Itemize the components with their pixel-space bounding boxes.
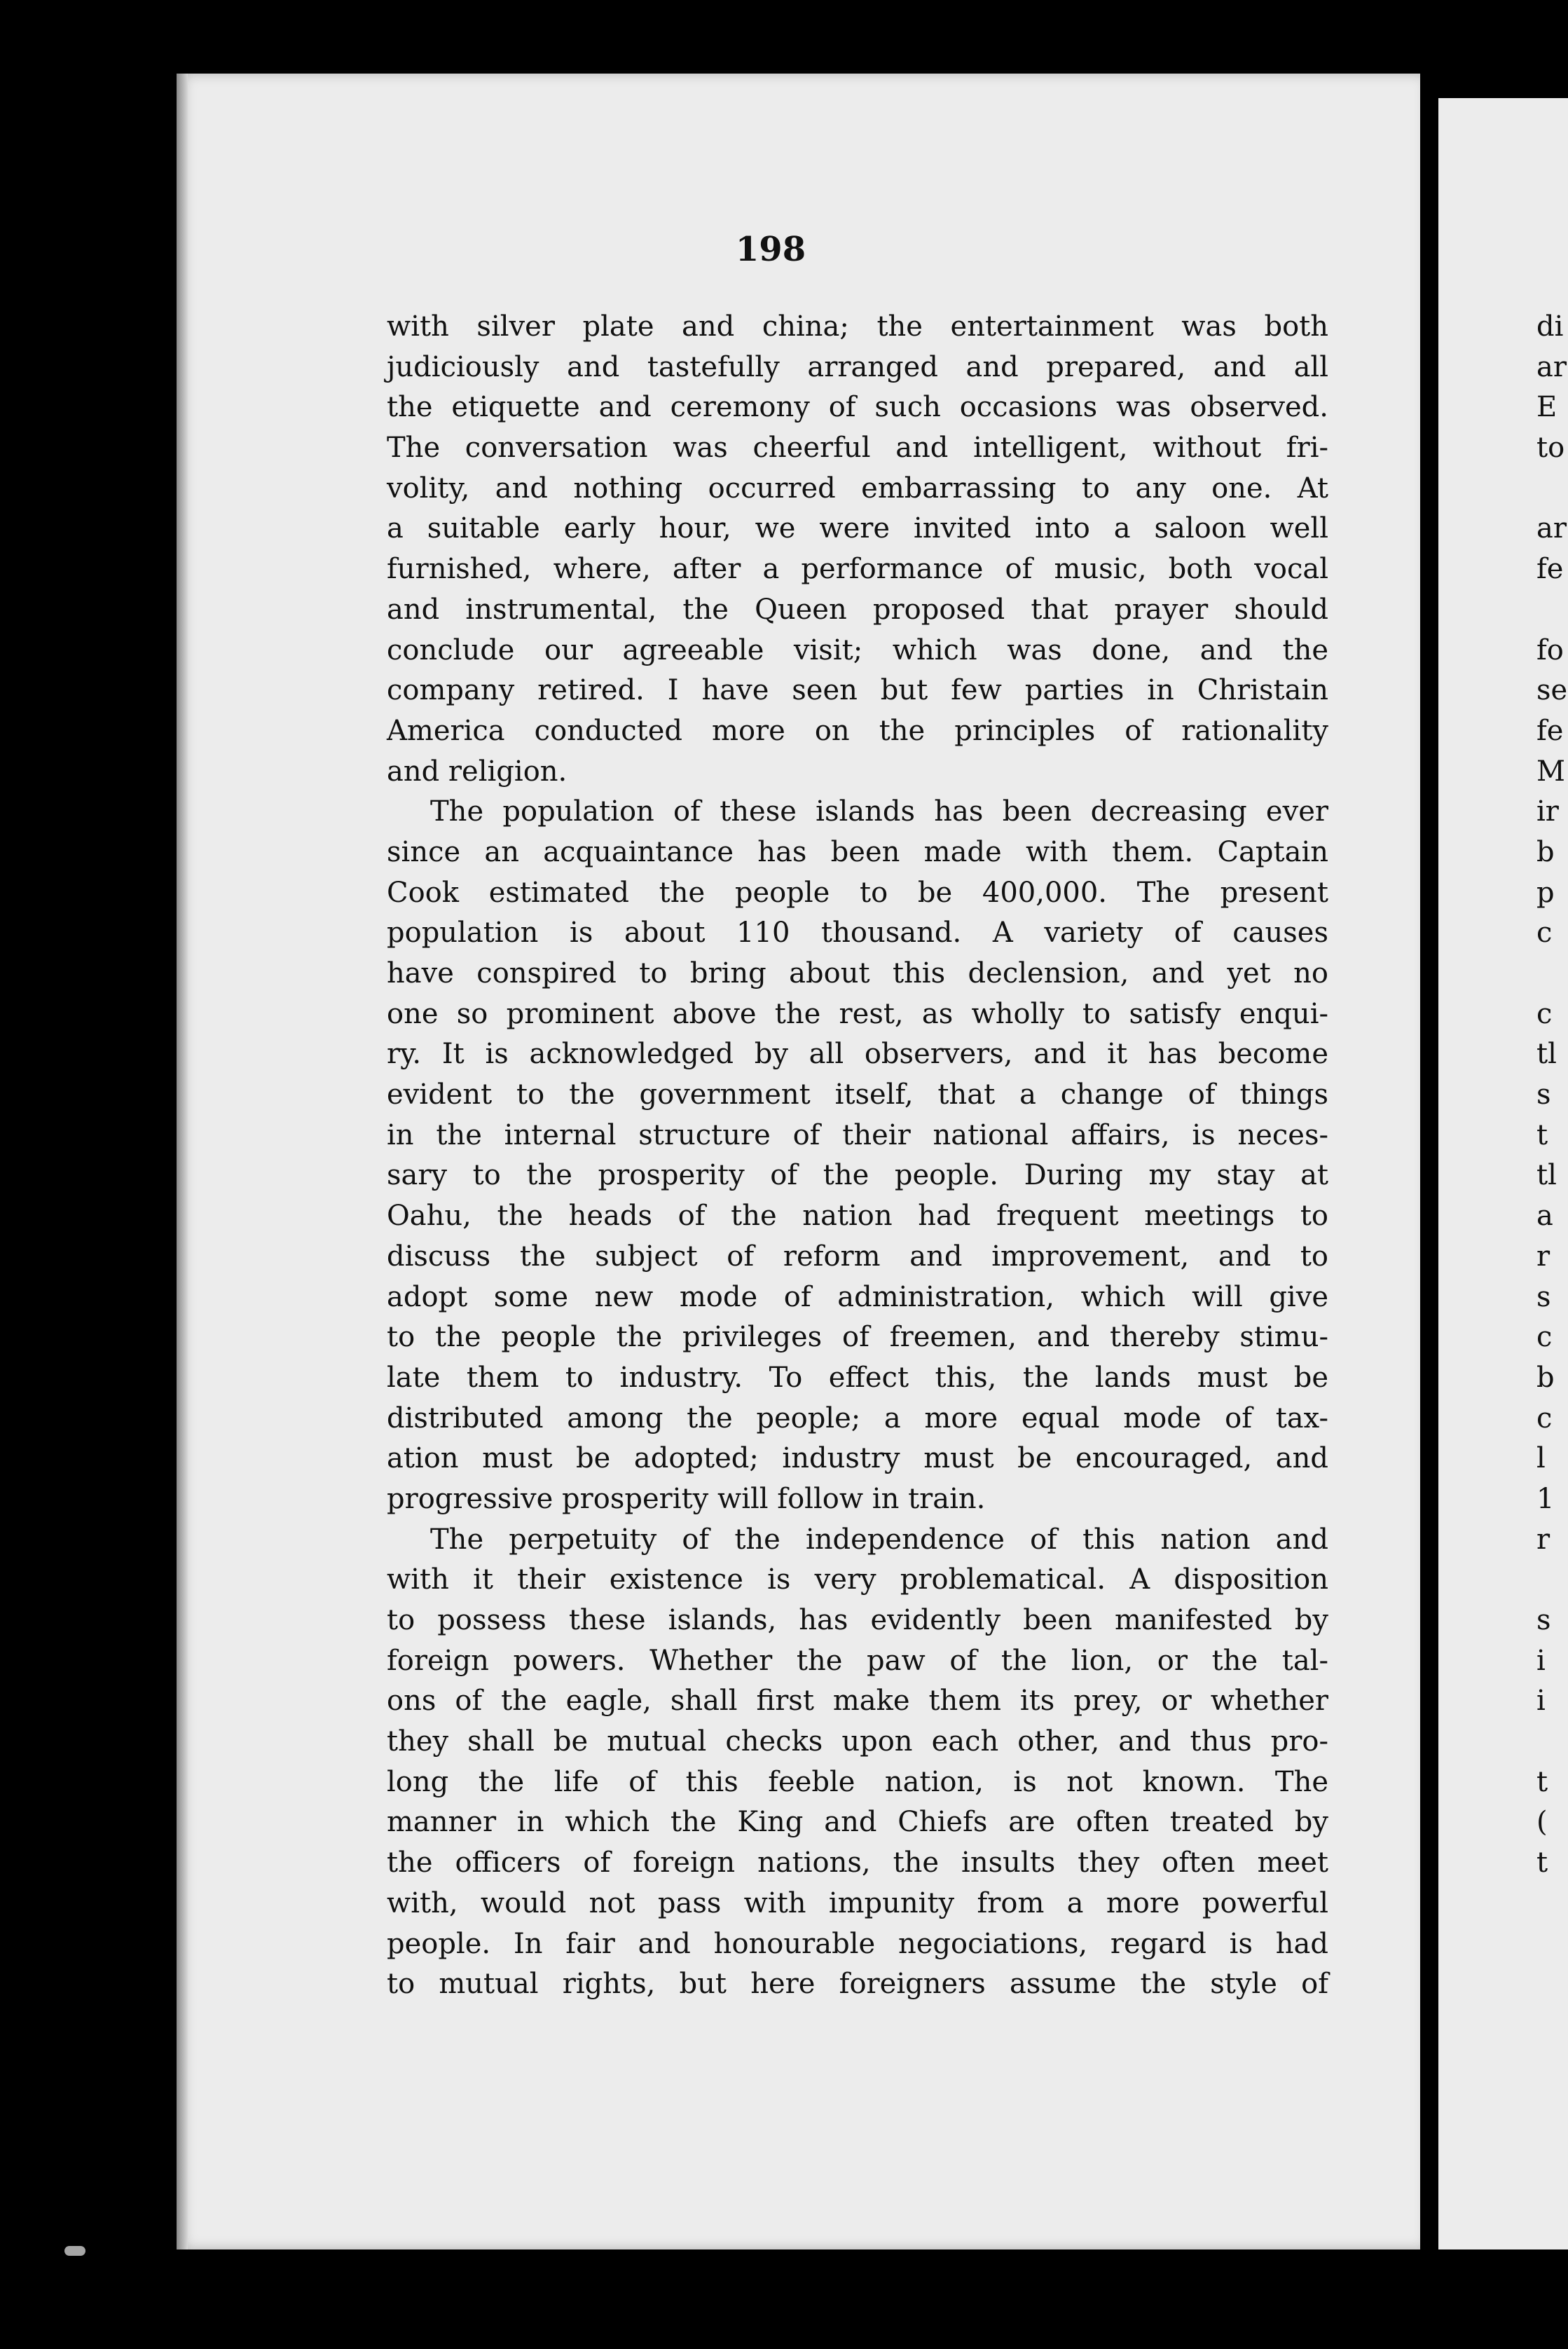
facing-line-fragment: E — [1536, 391, 1557, 424]
facing-line-fragment: i — [1536, 1644, 1546, 1677]
facing-line-fragment — [1536, 1924, 1568, 1965]
text-line: have conspired to bring about this declension, and yet no — [387, 957, 1328, 989]
text-line: the etiquette and ceremony of such occasions was observed. — [387, 391, 1328, 424]
facing-line-fragment: b — [1536, 1361, 1555, 1394]
facing-line-fragment: r — [1536, 1523, 1550, 1556]
text-line: and instrumental, the Queen proposed that prayer should — [387, 593, 1328, 626]
text-line: and religion. — [387, 755, 568, 788]
facing-line-fragment: tl — [1536, 1038, 1557, 1071]
text-line: ation must be adopted; industry must be encouraged, and — [387, 1442, 1328, 1475]
text-line: judiciously and tastefully arranged and prepared, and all — [387, 350, 1328, 383]
facing-line-fragment: s — [1536, 1604, 1551, 1636]
facing-line-fragment — [1536, 1560, 1568, 1601]
text-line: Cook estimated the people to be 400,000. The present — [387, 876, 1328, 909]
text-line: conclude our agreeable visit; which was done, and the — [387, 634, 1328, 666]
text-line: a suitable early hour, we were invited into a saloon well — [387, 512, 1328, 545]
facing-line-fragment: t — [1536, 1847, 1548, 1879]
facing-line-fragment: c — [1536, 1321, 1553, 1354]
facing-line-fragment — [1536, 1884, 1568, 1924]
text-line: The perpetuity of the independence of this nation and — [430, 1523, 1328, 1556]
facing-line-fragment: M — [1536, 755, 1565, 788]
text-line: with, would not pass with impunity from a more powerful — [387, 1886, 1328, 1919]
facing-line-fragment: c — [1536, 997, 1553, 1030]
facing-line-fragment: c — [1536, 1402, 1553, 1434]
text-line: population is about 110 thousand. A variety of causes — [387, 917, 1328, 950]
facing-line-fragment — [1536, 590, 1568, 631]
text-line: to mutual rights, but here foreigners assume the style of — [387, 1968, 1328, 2001]
facing-line-fragment: b — [1536, 835, 1555, 868]
facing-line-fragment: s — [1536, 1280, 1551, 1313]
text-line: in the internal structure of their national affairs, is neces- — [387, 1118, 1328, 1151]
facing-line-fragment: i — [1536, 1685, 1546, 1718]
text-line: company retired. I have seen but few parties in Christain — [387, 674, 1328, 707]
facing-line-fragment: t — [1536, 1765, 1548, 1798]
text-line: ry. It is acknowledged by all observers, and it has become — [387, 1038, 1328, 1071]
facing-line-fragment: l — [1536, 1442, 1546, 1475]
facing-line-fragment: se — [1536, 674, 1568, 707]
text-line: distributed among the people; a more equal mode of tax- — [387, 1402, 1328, 1434]
text-line: progressive prosperity will follow in train. — [387, 1482, 986, 1515]
text-line: discuss the subject of reform and improvement, and to — [387, 1240, 1328, 1273]
facing-line-fragment: ar — [1536, 512, 1567, 545]
book-gutter — [1420, 98, 1438, 2249]
text-line: long the life of this feeble nation, is not known. The — [387, 1765, 1328, 1798]
facing-line-fragment: r — [1536, 1240, 1550, 1273]
facing-line-fragment: ( — [1536, 1806, 1548, 1839]
text-line: one so prominent above the rest, as wholly to satisfy enqui- — [387, 997, 1328, 1030]
facing-line-fragment: ar — [1536, 350, 1567, 383]
text-line: The conversation was cheerful and intelligent, without fri- — [387, 432, 1328, 465]
text-line: manner in which the King and Chiefs are often treated by — [387, 1806, 1328, 1839]
text-line: volity, and nothing occurred embarrassing to any one. At — [387, 472, 1328, 505]
page-number: 198 — [735, 230, 806, 269]
text-line: furnished, where, after a performance of music, both vocal — [387, 553, 1328, 586]
facing-line-fragment — [1536, 954, 1568, 994]
facing-line-fragment: fe — [1536, 714, 1564, 747]
text-line: the officers of foreign nations, the insults they often meet — [387, 1847, 1328, 1879]
facing-line-fragment — [1536, 469, 1568, 509]
text-line: people. In fair and honourable negociations, regard is had — [387, 1927, 1328, 1960]
facing-line-fragment: di — [1536, 310, 1564, 343]
facing-line-fragment: fo — [1536, 634, 1564, 666]
facing-page-text — [1536, 307, 1568, 2005]
facing-line-fragment — [1536, 1722, 1568, 1762]
facing-line-fragment: fe — [1536, 553, 1564, 586]
facing-line-fragment: c — [1536, 917, 1553, 950]
text-line: foreign powers. Whether the paw of the lion, or the tal- — [387, 1644, 1328, 1677]
text-line: they shall be mutual checks upon each other, and thus pro- — [387, 1725, 1328, 1758]
text-line: America conducted more on the principles of rationality — [387, 714, 1328, 747]
text-line: since an acquaintance has been made with them. Captain — [387, 835, 1328, 868]
body-text — [387, 307, 1328, 2005]
facing-line-fragment: t — [1536, 1118, 1548, 1151]
facing-line-fragment: 1 — [1536, 1482, 1555, 1515]
text-line: sary to the prosperity of the people. During my stay at — [387, 1159, 1328, 1192]
facing-line-fragment: tl — [1536, 1159, 1557, 1192]
text-line: The population of these islands has been decreasing ever — [430, 795, 1328, 828]
facing-line-fragment: a — [1536, 1200, 1553, 1233]
facing-line-fragment: s — [1536, 1078, 1551, 1111]
facing-line-fragment: ir — [1536, 795, 1559, 828]
text-line: to the people the privileges of freemen, and thereby stimu- — [387, 1321, 1328, 1354]
text-line: Oahu, the heads of the nation had frequent meetings to — [387, 1200, 1328, 1233]
scan-speck — [64, 2246, 85, 2256]
text-line: ons of the eagle, shall first make them its prey, or whether — [387, 1685, 1328, 1718]
text-line: adopt some new mode of administration, which will give — [387, 1280, 1328, 1313]
page-edge-shadow — [177, 74, 188, 2249]
facing-line-fragment — [1536, 1964, 1568, 2005]
text-line: with silver plate and china; the entertainment was both — [387, 310, 1328, 343]
text-line: late them to industry. To effect this, the lands must be — [387, 1361, 1328, 1394]
text-line: evident to the government itself, that a change of things — [387, 1078, 1328, 1111]
facing-line-fragment: p — [1536, 876, 1555, 909]
text-line: with it their existence is very problematical. A disposition — [387, 1563, 1328, 1596]
facing-line-fragment: to — [1536, 432, 1565, 465]
text-line: to possess these islands, has evidently been manifested by — [387, 1604, 1328, 1636]
